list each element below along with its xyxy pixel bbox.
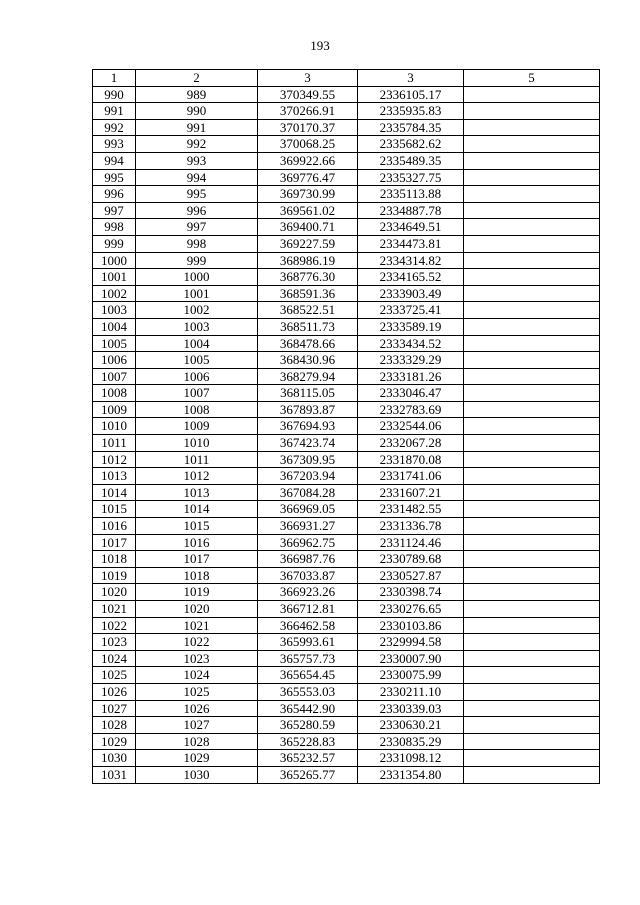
table-cell: 370266.91 — [258, 103, 358, 120]
table-row — [93, 352, 600, 369]
table-cell: 1012 — [136, 468, 258, 485]
table-cell: 2334887.78 — [358, 202, 464, 219]
table-cell — [464, 601, 600, 618]
table-row — [93, 136, 600, 153]
table-cell: 2332544.06 — [358, 418, 464, 435]
table-row — [93, 683, 600, 700]
table-cell — [464, 335, 600, 352]
table-cell: 2333329.29 — [358, 352, 464, 369]
table-cell — [464, 733, 600, 750]
table-cell: 2334473.81 — [358, 235, 464, 252]
column-header: 3 — [258, 70, 358, 87]
table-cell: 1008 — [136, 401, 258, 418]
table-cell: 997 — [93, 202, 136, 219]
table-row — [93, 186, 600, 203]
column-header: 2 — [136, 70, 258, 87]
table-cell: 1013 — [136, 484, 258, 501]
table-cell: 1006 — [93, 352, 136, 369]
table-cell: 2332067.28 — [358, 435, 464, 452]
table-cell — [464, 186, 600, 203]
table-cell: 368279.94 — [258, 368, 358, 385]
table-cell: 366969.05 — [258, 501, 358, 518]
table-row — [93, 717, 600, 734]
table-cell: 2332783.69 — [358, 401, 464, 418]
table-cell: 1022 — [93, 617, 136, 634]
table-row — [93, 700, 600, 717]
table-cell: 1008 — [93, 385, 136, 402]
table-cell: 2330007.90 — [358, 650, 464, 667]
table-cell: 368478.66 — [258, 335, 358, 352]
table-row — [93, 285, 600, 302]
page-number: 193 — [310, 38, 330, 53]
table-cell: 1024 — [93, 650, 136, 667]
coordinates-table — [92, 69, 600, 784]
table-row — [93, 202, 600, 219]
table-cell: 999 — [136, 252, 258, 269]
table-cell: 2330789.68 — [358, 551, 464, 568]
table-cell: 367309.95 — [258, 451, 358, 468]
table-cell: 2330339.03 — [358, 700, 464, 717]
table-cell — [464, 435, 600, 452]
table-cell: 365265.77 — [258, 766, 358, 783]
table-cell: 1030 — [93, 750, 136, 767]
table-cell — [464, 119, 600, 136]
table-row — [93, 86, 600, 103]
table-cell — [464, 235, 600, 252]
table-cell: 1004 — [136, 335, 258, 352]
table-cell: 368115.05 — [258, 385, 358, 402]
table-cell: 1028 — [136, 733, 258, 750]
table-cell: 1003 — [136, 318, 258, 335]
table-cell: 1022 — [136, 634, 258, 651]
table-cell: 1017 — [93, 534, 136, 551]
table-cell: 1027 — [93, 700, 136, 717]
table-cell: 1007 — [93, 368, 136, 385]
table-cell: 369227.59 — [258, 235, 358, 252]
table-cell — [464, 103, 600, 120]
table-cell: 992 — [93, 119, 136, 136]
table-cell: 368591.36 — [258, 285, 358, 302]
table-cell: 998 — [93, 219, 136, 236]
table-cell: 1005 — [93, 335, 136, 352]
table-cell: 368430.96 — [258, 352, 358, 369]
table-cell: 993 — [93, 136, 136, 153]
table-row — [93, 368, 600, 385]
table-cell: 2333434.52 — [358, 335, 464, 352]
table-cell: 989 — [136, 86, 258, 103]
table-cell: 1023 — [93, 634, 136, 651]
table-cell: 367893.87 — [258, 401, 358, 418]
column-header: 1 — [93, 70, 136, 87]
table-cell: 2331741.06 — [358, 468, 464, 485]
table-cell — [464, 318, 600, 335]
table-row — [93, 335, 600, 352]
table-cell: 368986.19 — [258, 252, 358, 269]
table-cell: 2330103.86 — [358, 617, 464, 634]
table-cell: 1003 — [93, 302, 136, 319]
table-cell: 1018 — [136, 567, 258, 584]
table-cell: 995 — [136, 186, 258, 203]
table-cell: 1021 — [93, 601, 136, 618]
table-cell: 367203.94 — [258, 468, 358, 485]
table-cell: 2334314.82 — [358, 252, 464, 269]
table-row — [93, 219, 600, 236]
table-cell: 370349.55 — [258, 86, 358, 103]
table-cell: 1020 — [93, 584, 136, 601]
table-row — [93, 302, 600, 319]
table-cell: 1018 — [93, 551, 136, 568]
table-row — [93, 385, 600, 402]
table-row — [93, 418, 600, 435]
table-header-row — [93, 70, 600, 87]
table-row — [93, 567, 600, 584]
table-cell: 1012 — [93, 451, 136, 468]
table-cell: 1002 — [136, 302, 258, 319]
table-cell: 369776.47 — [258, 169, 358, 186]
table-cell: 1016 — [136, 534, 258, 551]
table-cell: 367423.74 — [258, 435, 358, 452]
table-row — [93, 534, 600, 551]
table-cell — [464, 750, 600, 767]
table-cell: 991 — [136, 119, 258, 136]
table-cell: 1000 — [136, 269, 258, 286]
table-cell: 1025 — [93, 667, 136, 684]
table-row — [93, 269, 600, 286]
table-cell: 1013 — [93, 468, 136, 485]
table-cell: 1020 — [136, 601, 258, 618]
table-cell: 1019 — [136, 584, 258, 601]
table-cell — [464, 302, 600, 319]
table-cell — [464, 667, 600, 684]
table-row — [93, 634, 600, 651]
table-cell: 991 — [93, 103, 136, 120]
table-row — [93, 750, 600, 767]
table-cell: 2333589.19 — [358, 318, 464, 335]
table-cell: 1016 — [93, 518, 136, 535]
table-cell: 366962.75 — [258, 534, 358, 551]
table-cell: 2335489.35 — [358, 152, 464, 169]
table-cell: 992 — [136, 136, 258, 153]
table-cell: 2330075.99 — [358, 667, 464, 684]
table-cell: 2333725.41 — [358, 302, 464, 319]
table-cell — [464, 252, 600, 269]
table-cell — [464, 352, 600, 369]
table-cell: 365993.61 — [258, 634, 358, 651]
table-cell: 1015 — [93, 501, 136, 518]
table-cell: 1029 — [93, 733, 136, 750]
table-row — [93, 733, 600, 750]
table-row — [93, 667, 600, 684]
table-cell: 2331607.21 — [358, 484, 464, 501]
table-cell: 2333046.47 — [358, 385, 464, 402]
table-cell: 370170.37 — [258, 119, 358, 136]
table-cell: 369400.71 — [258, 219, 358, 236]
table-cell: 366712.81 — [258, 601, 358, 618]
table-cell: 369730.99 — [258, 186, 358, 203]
table-row — [93, 235, 600, 252]
table-cell — [464, 534, 600, 551]
table-cell: 2330630.21 — [358, 717, 464, 734]
table-cell — [464, 468, 600, 485]
table-cell: 1011 — [93, 435, 136, 452]
table-cell: 2335784.35 — [358, 119, 464, 136]
table-cell: 1024 — [136, 667, 258, 684]
table-body — [93, 86, 600, 783]
table-cell: 997 — [136, 219, 258, 236]
table-cell — [464, 634, 600, 651]
table-cell: 1006 — [136, 368, 258, 385]
table-cell: 1026 — [93, 683, 136, 700]
table-cell: 368511.73 — [258, 318, 358, 335]
table-cell: 1010 — [136, 435, 258, 452]
table-row — [93, 169, 600, 186]
table-cell: 1000 — [93, 252, 136, 269]
table-cell — [464, 717, 600, 734]
table-cell: 366931.27 — [258, 518, 358, 535]
table-cell: 2334649.51 — [358, 219, 464, 236]
table-cell — [464, 152, 600, 169]
column-header: 5 — [464, 70, 600, 87]
table-cell — [464, 451, 600, 468]
table-cell — [464, 285, 600, 302]
table-cell — [464, 169, 600, 186]
table-cell: 2333181.26 — [358, 368, 464, 385]
table-row — [93, 518, 600, 535]
table-cell: 1017 — [136, 551, 258, 568]
table-cell: 1001 — [93, 269, 136, 286]
table-cell: 2331098.12 — [358, 750, 464, 767]
table-row — [93, 451, 600, 468]
table-cell: 990 — [136, 103, 258, 120]
table-cell: 2335935.83 — [358, 103, 464, 120]
table-cell: 1001 — [136, 285, 258, 302]
table-cell: 1026 — [136, 700, 258, 717]
table-cell — [464, 766, 600, 783]
table-cell — [464, 219, 600, 236]
table-cell — [464, 584, 600, 601]
table-cell: 2330398.74 — [358, 584, 464, 601]
table-cell: 998 — [136, 235, 258, 252]
table-cell: 1009 — [136, 418, 258, 435]
table-cell: 1015 — [136, 518, 258, 535]
table-cell: 367084.28 — [258, 484, 358, 501]
table-cell: 2334165.52 — [358, 269, 464, 286]
table-cell: 368522.51 — [258, 302, 358, 319]
table-cell: 2335327.75 — [358, 169, 464, 186]
table-cell: 1014 — [93, 484, 136, 501]
table-cell: 367033.87 — [258, 567, 358, 584]
table-cell: 2330527.87 — [358, 567, 464, 584]
table-cell: 996 — [136, 202, 258, 219]
table-cell — [464, 551, 600, 568]
table-cell — [464, 202, 600, 219]
table-cell: 1025 — [136, 683, 258, 700]
table-cell: 365442.90 — [258, 700, 358, 717]
table-cell: 2331482.55 — [358, 501, 464, 518]
table-cell: 2333903.49 — [358, 285, 464, 302]
table-row — [93, 468, 600, 485]
table-row — [93, 584, 600, 601]
table-cell: 369922.66 — [258, 152, 358, 169]
table-cell: 995 — [93, 169, 136, 186]
table-cell: 1023 — [136, 650, 258, 667]
table-row — [93, 484, 600, 501]
table-cell: 1010 — [93, 418, 136, 435]
table-cell: 370068.25 — [258, 136, 358, 153]
table-row — [93, 617, 600, 634]
table-cell — [464, 368, 600, 385]
table-cell: 993 — [136, 152, 258, 169]
table-cell: 2331336.78 — [358, 518, 464, 535]
table-cell — [464, 567, 600, 584]
table-row — [93, 318, 600, 335]
table-cell: 1027 — [136, 717, 258, 734]
table-cell — [464, 501, 600, 518]
table-row — [93, 252, 600, 269]
table-cell — [464, 484, 600, 501]
table-row — [93, 435, 600, 452]
table-cell: 1021 — [136, 617, 258, 634]
table-cell: 365757.73 — [258, 650, 358, 667]
table-cell: 365654.45 — [258, 667, 358, 684]
table-cell: 366462.58 — [258, 617, 358, 634]
table-cell: 369561.02 — [258, 202, 358, 219]
table-cell: 1019 — [93, 567, 136, 584]
table-cell: 994 — [136, 169, 258, 186]
table-cell: 1030 — [136, 766, 258, 783]
table-cell: 368776.30 — [258, 269, 358, 286]
table-cell — [464, 518, 600, 535]
table-cell: 2335682.62 — [358, 136, 464, 153]
table-cell: 996 — [93, 186, 136, 203]
table-cell: 994 — [93, 152, 136, 169]
table-cell: 1007 — [136, 385, 258, 402]
column-header: 3 — [358, 70, 464, 87]
table-cell: 365553.03 — [258, 683, 358, 700]
table-cell: 365228.83 — [258, 733, 358, 750]
table-cell: 1011 — [136, 451, 258, 468]
table-cell — [464, 418, 600, 435]
table-row — [93, 401, 600, 418]
table-row — [93, 551, 600, 568]
table-cell: 2330276.65 — [358, 601, 464, 618]
table-cell: 2335113.88 — [358, 186, 464, 203]
table-cell: 1014 — [136, 501, 258, 518]
table-cell — [464, 86, 600, 103]
table-cell: 1009 — [93, 401, 136, 418]
table-row — [93, 501, 600, 518]
table-cell: 366923.26 — [258, 584, 358, 601]
table-cell: 1029 — [136, 750, 258, 767]
table-cell: 2331870.08 — [358, 451, 464, 468]
table-cell: 2330211.10 — [358, 683, 464, 700]
table-row — [93, 119, 600, 136]
table-cell: 1031 — [93, 766, 136, 783]
table-row — [93, 601, 600, 618]
table-cell: 2329994.58 — [358, 634, 464, 651]
table-cell — [464, 269, 600, 286]
table-cell: 365280.59 — [258, 717, 358, 734]
table-cell: 2331354.80 — [358, 766, 464, 783]
table-cell — [464, 700, 600, 717]
table-cell: 366987.76 — [258, 551, 358, 568]
table-cell: 1004 — [93, 318, 136, 335]
table-cell: 365232.57 — [258, 750, 358, 767]
table-cell: 990 — [93, 86, 136, 103]
table-row — [93, 103, 600, 120]
table-cell — [464, 617, 600, 634]
table-cell: 2330835.29 — [358, 733, 464, 750]
table-cell — [464, 385, 600, 402]
table-cell — [464, 650, 600, 667]
table-cell: 1028 — [93, 717, 136, 734]
table-cell: 2336105.17 — [358, 86, 464, 103]
table-cell — [464, 683, 600, 700]
table-cell: 999 — [93, 235, 136, 252]
table-cell — [464, 136, 600, 153]
table-cell: 367694.93 — [258, 418, 358, 435]
table-row — [93, 766, 600, 783]
table-row — [93, 650, 600, 667]
table-cell: 1002 — [93, 285, 136, 302]
table-cell: 1005 — [136, 352, 258, 369]
table-cell: 2331124.46 — [358, 534, 464, 551]
table-row — [93, 152, 600, 169]
table-cell — [464, 401, 600, 418]
